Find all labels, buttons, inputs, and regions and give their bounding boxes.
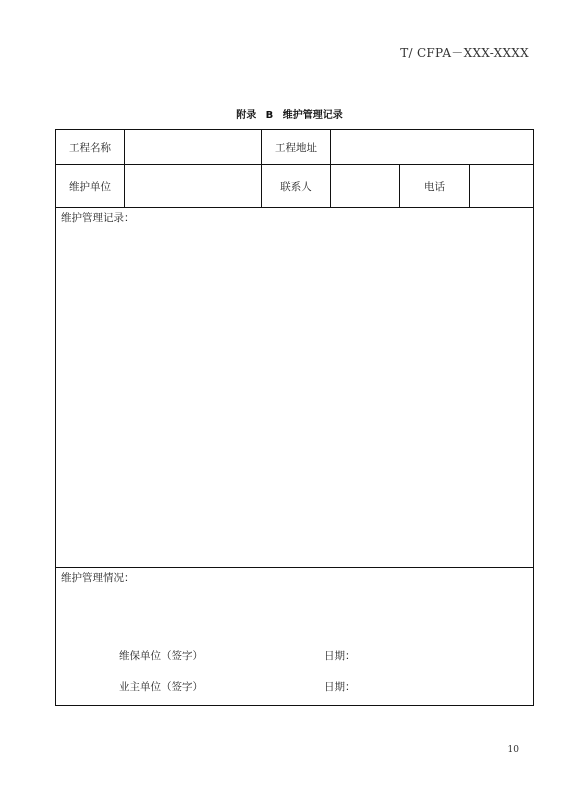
phone-label: 电话 bbox=[400, 165, 470, 207]
owner-signer-label: 业主单位（签字） bbox=[119, 681, 203, 693]
page-title: 附录 B 维护管理记录 bbox=[236, 110, 343, 121]
records-field[interactable] bbox=[60, 226, 529, 563]
status-label: 维护管理情况： bbox=[61, 572, 135, 584]
maintenance-signer-label: 维保单位（签字） bbox=[119, 650, 203, 662]
maintenance-unit-label: 维护单位 bbox=[56, 165, 125, 207]
form-row-maintenance-unit bbox=[56, 165, 533, 208]
maintenance-record-form bbox=[55, 129, 534, 706]
project-address-field[interactable] bbox=[331, 130, 533, 164]
project-name-label: 工程名称 bbox=[56, 130, 125, 164]
maintenance-unit-field[interactable] bbox=[125, 165, 262, 207]
owner-date-label: 日期： bbox=[324, 681, 356, 693]
status-section bbox=[56, 568, 533, 705]
contact-label: 联系人 bbox=[262, 165, 331, 207]
records-label: 维护管理记录： bbox=[61, 212, 135, 224]
standard-code: T/ CFPA－XXX-XXXX bbox=[400, 46, 529, 60]
project-name-field[interactable] bbox=[125, 130, 262, 164]
phone-field[interactable] bbox=[470, 165, 533, 207]
records-section bbox=[56, 208, 533, 568]
page-number: 10 bbox=[507, 745, 519, 755]
form-row-project bbox=[56, 130, 533, 165]
contact-field[interactable] bbox=[331, 165, 400, 207]
project-address-label: 工程地址 bbox=[262, 130, 331, 164]
maintenance-date-label: 日期： bbox=[324, 650, 356, 662]
